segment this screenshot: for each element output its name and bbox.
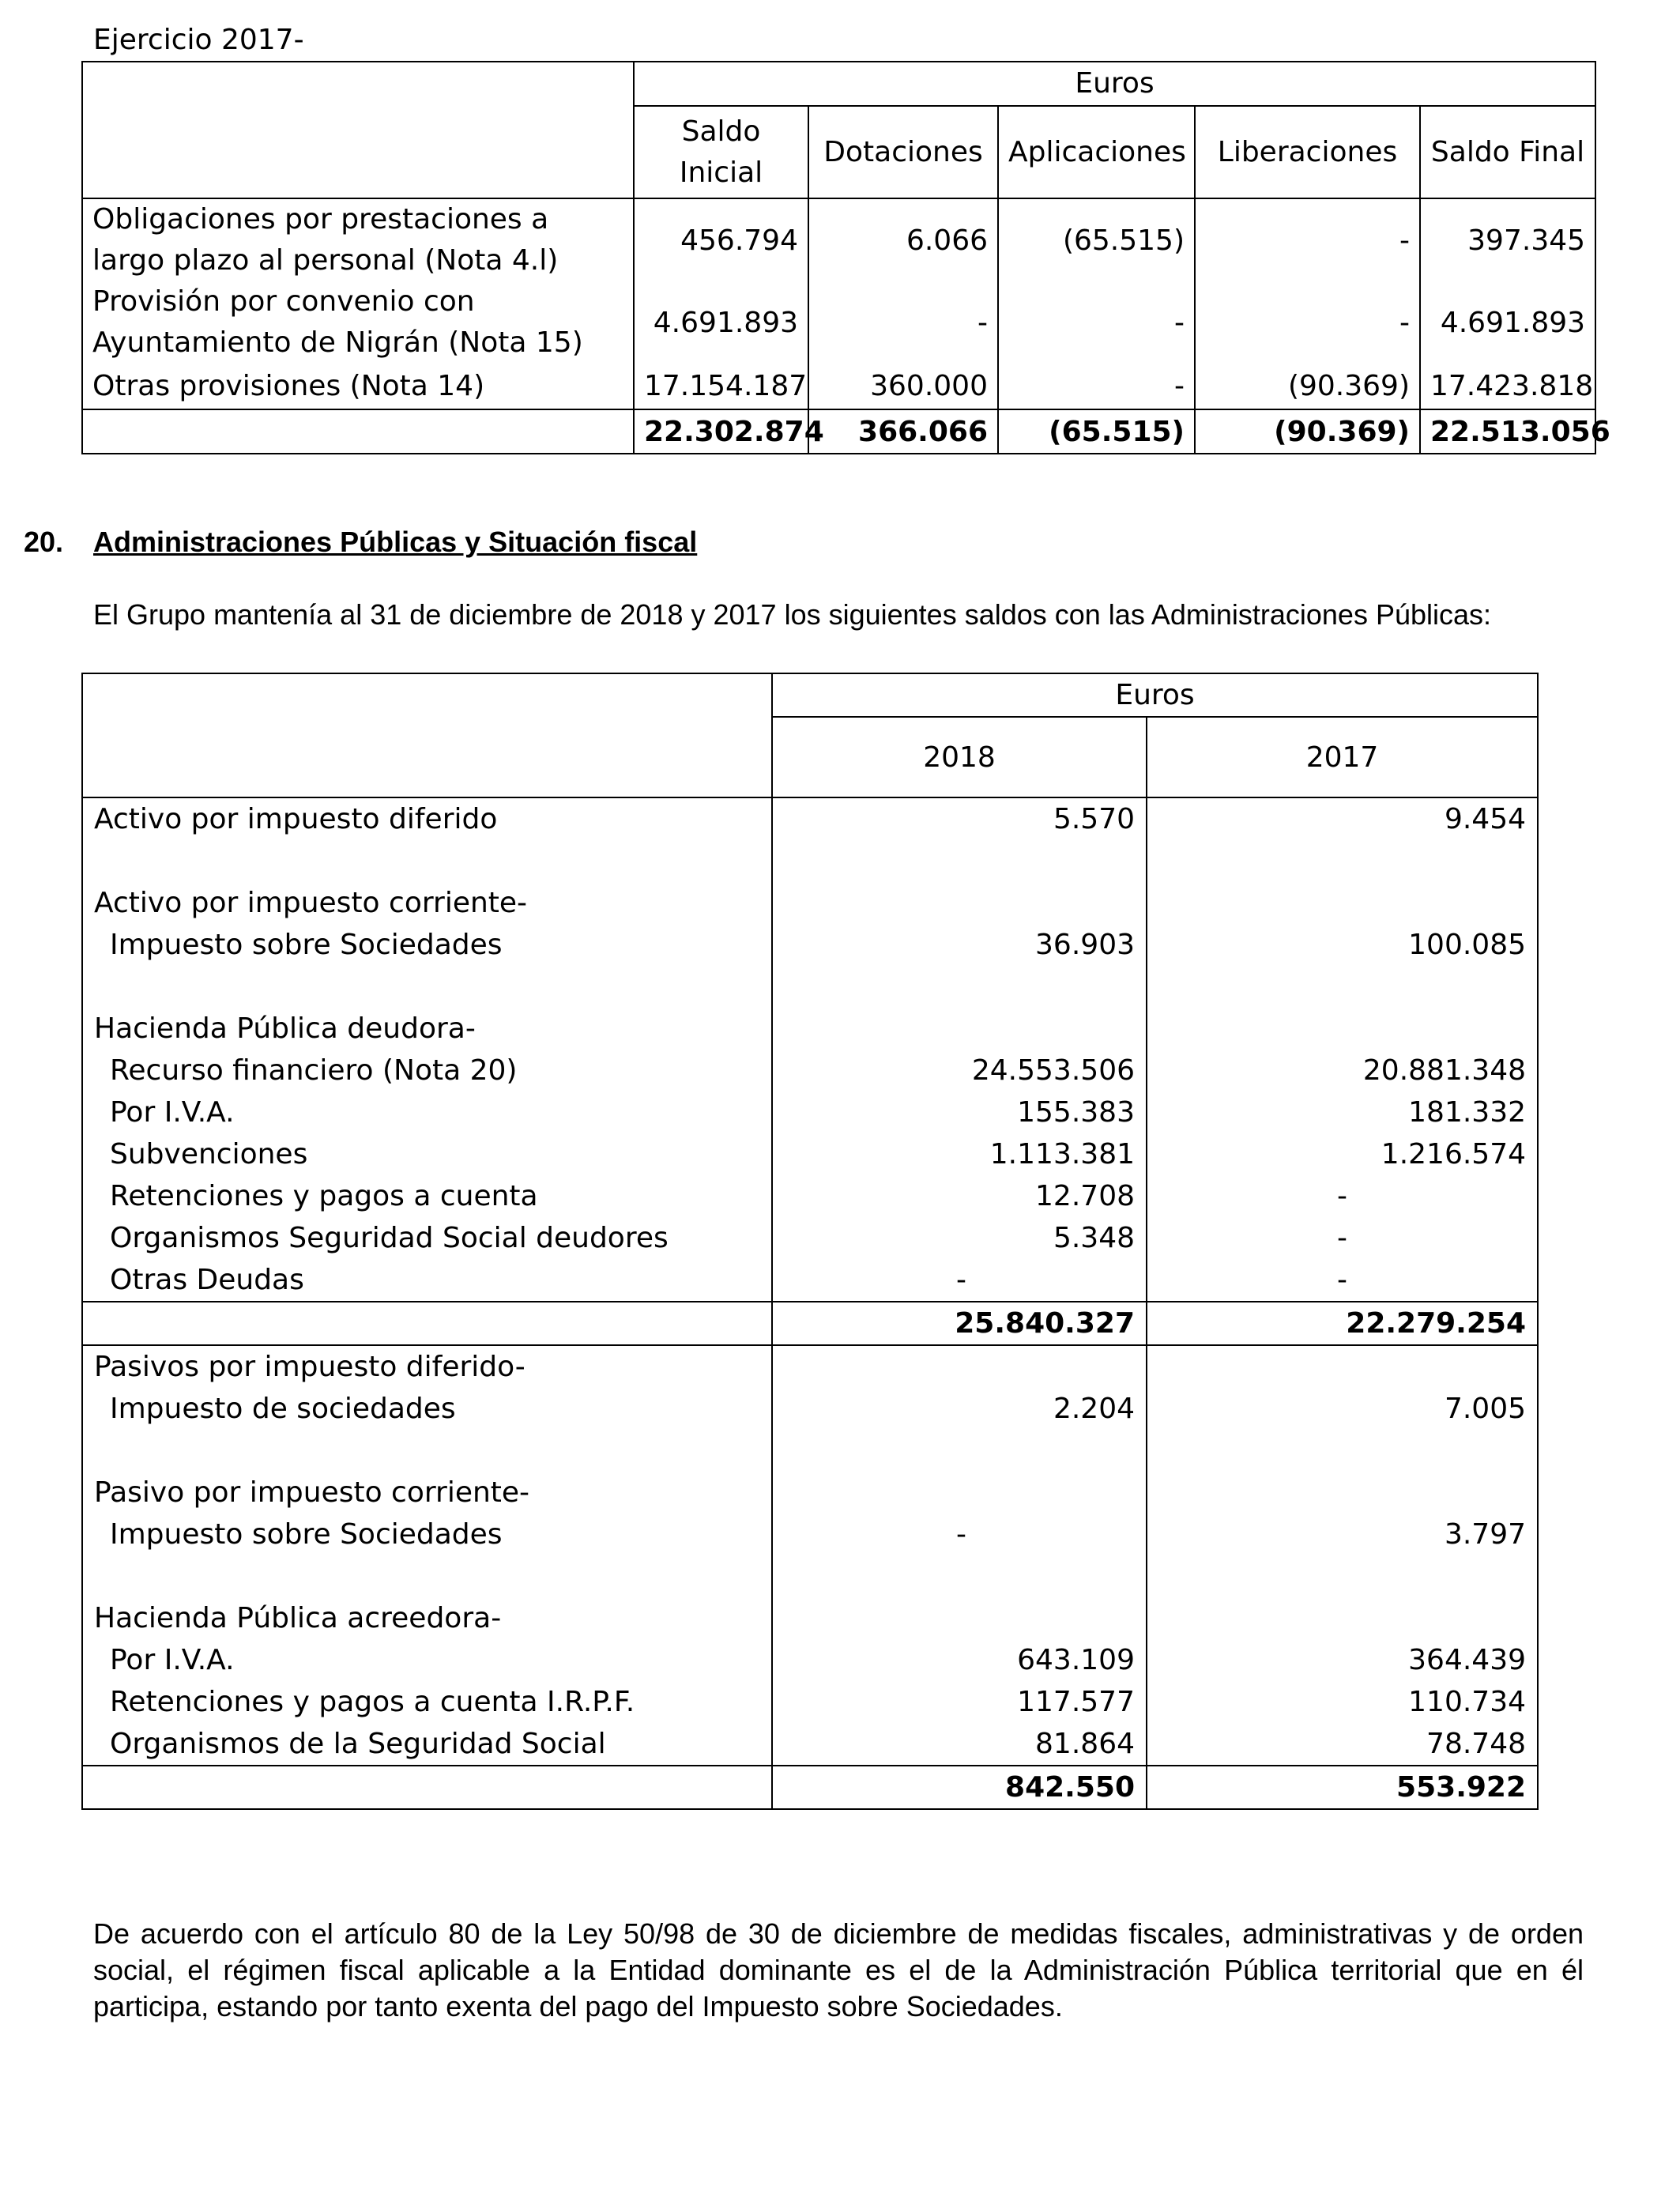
table-row <box>82 1133 1538 1175</box>
row-label: Subvenciones <box>82 1133 772 1175</box>
group-title: Pasivos por impuesto diferido- <box>82 1345 772 1388</box>
cell-value-2018: 81.864 <box>772 1723 1147 1766</box>
cell-value-2017: 7.005 <box>1147 1388 1538 1430</box>
total-value: 22.302.874 <box>634 409 808 454</box>
cell-value: - <box>1195 281 1420 364</box>
cell-value: - <box>808 281 998 364</box>
row-label: Retenciones y pagos a cuenta <box>82 1175 772 1217</box>
table-row <box>82 281 1595 364</box>
cell-value: (90.369) <box>1195 364 1420 409</box>
cell-value: 6.066 <box>808 198 998 281</box>
cell-value-2017: 78.748 <box>1147 1723 1538 1766</box>
total-2018: 25.840.327 <box>772 1302 1147 1345</box>
table-row <box>82 1514 1538 1555</box>
table-row <box>82 1345 1538 1388</box>
total-2017: 553.922 <box>1147 1766 1538 1809</box>
col-header-liberaciones: Liberaciones <box>1195 106 1420 198</box>
cell-value-2017: 20.881.348 <box>1147 1050 1538 1091</box>
group-title: Hacienda Pública acreedora- <box>82 1597 772 1639</box>
total-row <box>82 409 1595 454</box>
cell-value: 17.154.187 <box>634 364 808 409</box>
intro-paragraph: El Grupo mantenía al 31 de diciembre de 2018 y 2017 los siguientes saldos con las Administraciones Públicas: <box>93 598 1492 631</box>
table-row <box>82 198 1595 281</box>
section-number: 20. <box>24 526 64 558</box>
col-header-saldo-final: Saldo Final <box>1420 106 1595 198</box>
row-label: Recurso financiero (Nota 20) <box>82 1050 772 1091</box>
total-row <box>82 1302 1538 1345</box>
table-row <box>82 1639 1538 1681</box>
row-label: Por I.V.A. <box>82 1091 772 1133</box>
total-value: 366.066 <box>808 409 998 454</box>
cell-value-2017: 110.734 <box>1147 1681 1538 1723</box>
cell-value-2017: 364.439 <box>1147 1639 1538 1681</box>
cell-value: - <box>998 364 1195 409</box>
header-euros: Euros <box>772 673 1538 717</box>
table-row <box>82 1259 1538 1302</box>
row-label: Activo por impuesto diferido <box>82 797 772 840</box>
cell-value-2018: 643.109 <box>772 1639 1147 1681</box>
table-row <box>82 1597 1538 1639</box>
cell-value-2017: 100.085 <box>1147 924 1538 966</box>
total-value: 22.513.056 <box>1420 409 1595 454</box>
row-label: Otras provisiones (Nota 14) <box>82 364 634 409</box>
table-row <box>82 1091 1538 1133</box>
cell-value: 17.423.818 <box>1420 364 1595 409</box>
cell-value-2017: 9.454 <box>1147 797 1538 840</box>
table-row <box>82 924 1538 966</box>
section-title: Administraciones Públicas y Situación fiscal <box>93 526 698 558</box>
group-title: Activo por impuesto corriente- <box>82 882 772 924</box>
cell-value-2018: 155.383 <box>772 1091 1147 1133</box>
cell-value: 456.794 <box>634 198 808 281</box>
cell-value-2018: - <box>772 1514 1147 1555</box>
table-row <box>82 1388 1538 1430</box>
col-header-dotaciones: Dotaciones <box>808 106 998 198</box>
table1-caption: Ejercicio 2017- <box>93 24 304 56</box>
cell-value-2017: - <box>1147 1217 1538 1259</box>
row-label: Impuesto sobre Sociedades <box>82 924 772 966</box>
row-label: Obligaciones por prestaciones a largo plazo al personal (Nota 4.l) <box>82 198 634 281</box>
cell-value: 4.691.893 <box>1420 281 1595 364</box>
total-blank-cell <box>82 409 634 454</box>
cell-value-2017: 181.332 <box>1147 1091 1538 1133</box>
header-blank-cell <box>82 673 772 797</box>
row-label: Por I.V.A. <box>82 1639 772 1681</box>
row-label: Otras Deudas <box>82 1259 772 1302</box>
cell-value-2018: 5.570 <box>772 797 1147 840</box>
row-label: Impuesto sobre Sociedades <box>82 1514 772 1555</box>
total-2017: 22.279.254 <box>1147 1302 1538 1345</box>
group-title: Pasivo por impuesto corriente- <box>82 1472 772 1514</box>
col-header-2018: 2018 <box>772 717 1147 797</box>
total-value: (90.369) <box>1195 409 1420 454</box>
total-blank-cell <box>82 1302 772 1345</box>
total-value: (65.515) <box>998 409 1195 454</box>
row-label: Retenciones y pagos a cuenta I.R.P.F. <box>82 1681 772 1723</box>
provisions-table-2017 <box>81 61 1610 454</box>
table-row <box>82 1472 1538 1514</box>
cell-value-2017: - <box>1147 1259 1538 1302</box>
cell-value-2017: - <box>1147 1175 1538 1217</box>
table-row <box>82 1217 1538 1259</box>
closing-paragraph: De acuerdo con el artículo 80 de la Ley 50/98 de 30 de diciembre de medidas fiscales, administrativas y de orden social, el régimen fiscal aplicable a la Entidad dominante es el de la Administración Pública territorial que en él participa, estando por tanto exenta del pago del Impuesto sobre Sociedades. <box>93 1917 1584 2022</box>
table-row <box>82 1050 1538 1091</box>
col-header-saldo-inicial: Saldo Inicial <box>634 106 808 198</box>
cell-value-2017: 1.216.574 <box>1147 1133 1538 1175</box>
cell-value-2018: 117.577 <box>772 1681 1147 1723</box>
cell-value: 4.691.893 <box>634 281 808 364</box>
cell-value: (65.515) <box>998 198 1195 281</box>
cell-value-2018: - <box>772 1259 1147 1302</box>
cell-value: 397.345 <box>1420 198 1595 281</box>
row-label: Provisión por convenio con Ayuntamiento de Nigrán (Nota 15) <box>82 281 634 364</box>
total-row <box>82 1766 1538 1809</box>
cell-value-2018: 36.903 <box>772 924 1147 966</box>
table-row <box>82 364 1595 409</box>
table-row <box>82 1008 1538 1050</box>
row-label: Organismos Seguridad Social deudores <box>82 1217 772 1259</box>
cell-value-2018: 5.348 <box>772 1217 1147 1259</box>
table-row <box>82 882 1538 924</box>
table-row <box>82 1681 1538 1723</box>
row-label: Organismos de la Seguridad Social <box>82 1723 772 1766</box>
total-blank-cell <box>82 1766 772 1809</box>
public-administrations-table <box>81 673 1539 1810</box>
header-euros: Euros <box>634 62 1595 106</box>
cell-value-2018: 1.113.381 <box>772 1133 1147 1175</box>
group-title: Hacienda Pública deudora- <box>82 1008 772 1050</box>
cell-value-2017: 3.797 <box>1147 1514 1538 1555</box>
header-blank-cell <box>82 62 634 198</box>
cell-value: - <box>998 281 1195 364</box>
cell-value-2018: 24.553.506 <box>772 1050 1147 1091</box>
section-heading <box>24 526 697 559</box>
col-header-2017: 2017 <box>1147 717 1538 797</box>
cell-value: 360.000 <box>808 364 998 409</box>
cell-value-2018: 12.708 <box>772 1175 1147 1217</box>
table-row <box>82 1175 1538 1217</box>
cell-value-2018: 2.204 <box>772 1388 1147 1430</box>
col-header-aplicaciones: Aplicaciones <box>998 106 1195 198</box>
table-row <box>82 797 1538 840</box>
total-2018: 842.550 <box>772 1766 1147 1809</box>
row-label: Impuesto de sociedades <box>82 1388 772 1430</box>
cell-value: - <box>1195 198 1420 281</box>
table-row <box>82 1723 1538 1766</box>
